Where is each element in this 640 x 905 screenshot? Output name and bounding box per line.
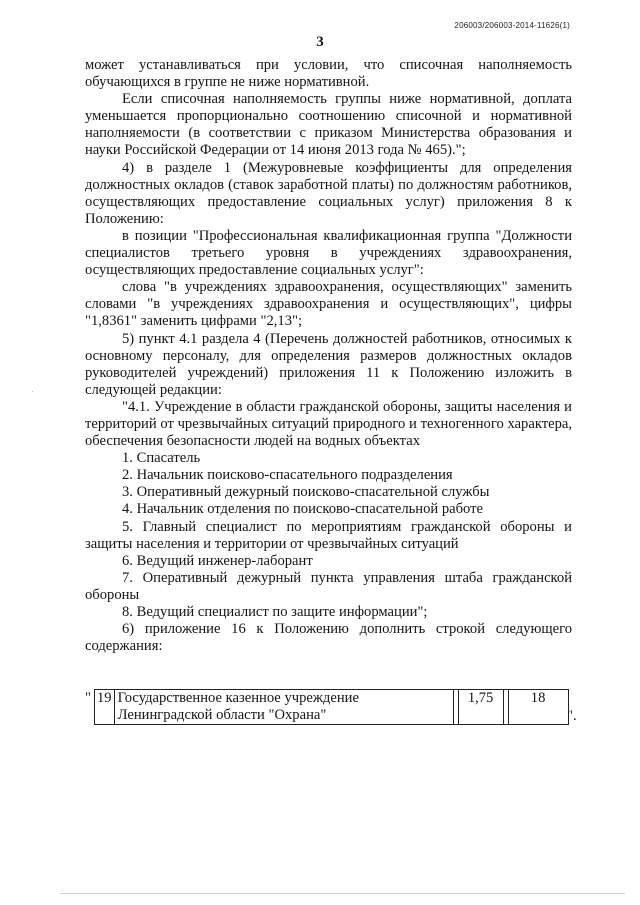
list-item: 5. Главный специалист по мероприятиям гражданской обороны и защиты населения и территории от чрезвычайных ситуаций <box>85 518 572 552</box>
list-item: 1. Спасатель <box>122 450 201 467</box>
list-item: 4. Начальник отделения по поисково-спасательной работе <box>122 501 483 518</box>
document-id: 206003/206003-2014-11626(1) <box>454 21 570 30</box>
paragraph: в позиции "Профессиональная квалификационная группа "Должности специалистов третьего уровня в учреждениях здравоохранения, осуществляющих предоставление социальных услуг": <box>85 227 572 279</box>
institution-name-line: Ленинградской области "Охрана" <box>117 707 327 723</box>
institution-name-line: Государственное казенное учреждение <box>117 690 359 706</box>
inserted-table-block <box>85 689 585 729</box>
close-quote: ". <box>567 708 577 724</box>
row-number-cell: 19 <box>95 690 115 725</box>
list-item: 6. Ведущий инженер-лаборант <box>122 552 313 569</box>
table-row <box>95 690 569 725</box>
paragraph: слова "в учреждениях здравоохранения, осуществляющих" заменить словами "в учреждениях здравоохранения и осуществляющих", цифры "1,8361" заменить цифрами "2,13"; <box>85 279 572 330</box>
margin-mark: · <box>31 387 34 396</box>
list-item: 3. Оперативный дежурный поисково-спасательной службы <box>122 484 490 501</box>
coefficient-cell: 1,75 <box>458 690 503 725</box>
document-body <box>85 57 572 655</box>
open-quote: " <box>85 690 91 706</box>
paragraph: 6) приложение 16 к Положению дополнить строкой следующего содержания: <box>85 621 572 655</box>
list-item: 2. Начальник поисково-спасательного подразделения <box>122 467 453 484</box>
paragraph: "4.1. Учреждение в области гражданской обороны, защиты населения и территорий от чрезвычайных ситуаций природного и техногенного характера, обеспечения безопасности людей на водных объектах <box>85 398 572 450</box>
paragraph: Если списочная наполняемость группы ниже нормативной, доплата уменьшается пропорционально соотношению списочной и нормативной наполняемости (в соответствии с приказом Министерства образования и науки Российской Федерации от 14 июня 2013 года № 465)."; <box>85 91 572 159</box>
list-item: 7. Оперативный дежурный пункта управления штаба гражданской обороны <box>85 569 572 603</box>
count-cell: 18 <box>508 690 568 725</box>
list-item: 8. Ведущий специалист по защите информации"; <box>122 604 428 620</box>
paragraph-continuation: может устанавливаться при условии, что списочная наполняемость обучающихся в группе не ниже нормативной. <box>85 57 572 91</box>
paragraph: 4) в разделе 1 (Межуровневые коэффициенты для определения должностных окладов (ставок заработной платы) по должностям работников, осуществляющих предоставление социальных услуг) приложения 8 к Положению: <box>85 159 572 227</box>
appendix-row-table <box>94 689 569 725</box>
scan-edge-line <box>60 893 625 894</box>
paragraph: 5) пункт 4.1 раздела 4 (Перечень должностей работников, относимых к основному персоналу, для определения размеров должностных окладов руководителей учреждений) приложения 11 к Положению изложить в следующей редакции: <box>85 330 572 398</box>
page-number: 3 <box>316 34 324 50</box>
institution-name-cell <box>114 690 453 725</box>
